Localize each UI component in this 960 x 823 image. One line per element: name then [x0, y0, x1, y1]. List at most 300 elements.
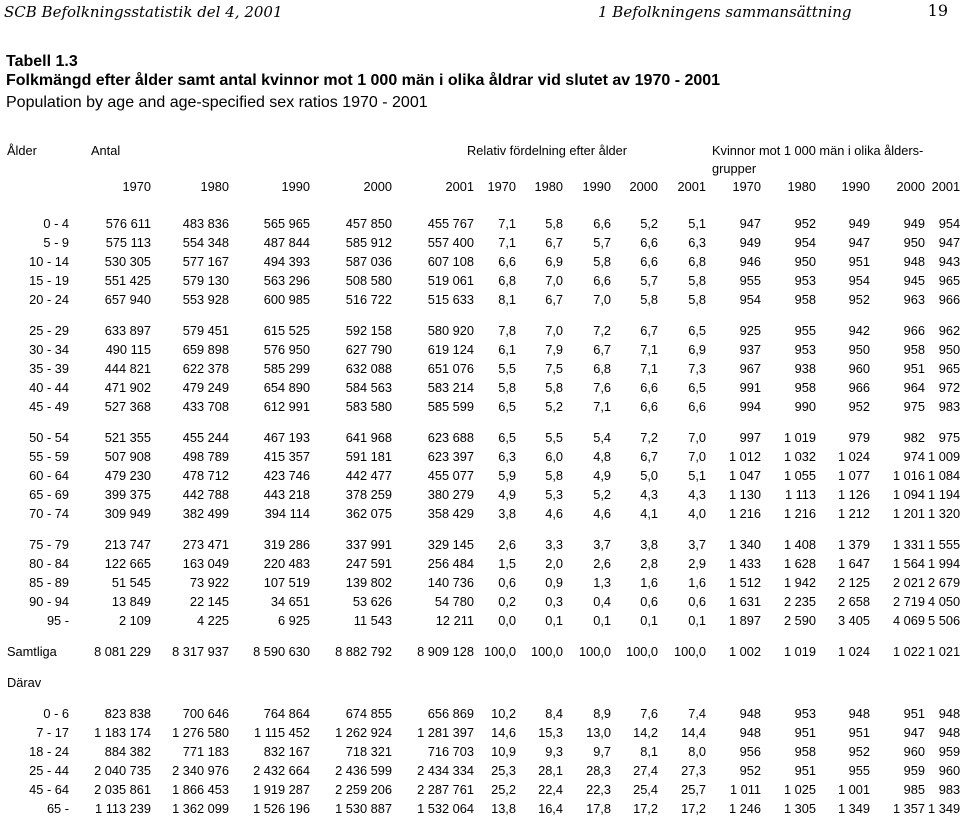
cell-value: 6,8 [593, 361, 611, 376]
cell-value: 641 968 [345, 430, 392, 445]
table-title-english: Population by age and age-specified sex ratios 1970 - 2001 [6, 94, 428, 111]
cell-value: 7,1 [640, 361, 658, 376]
cell-value: 565 965 [263, 216, 310, 231]
cell-value: 6,6 [593, 216, 611, 231]
age-label: 5 - 9 [43, 235, 69, 250]
cell-value: 952 [794, 216, 817, 231]
column-header-antal: Antal [91, 143, 121, 158]
cell-value: 433 708 [182, 399, 229, 414]
table-row [0, 780, 960, 799]
cell-value: 948 [938, 706, 960, 721]
year-header: 2001 [445, 179, 474, 194]
cell-value: 247 591 [345, 556, 392, 571]
spacer-cell [0, 309, 960, 321]
age-label: 18 - 24 [29, 744, 69, 759]
cell-value: 965 [938, 361, 960, 376]
cell-value: 25,4 [633, 782, 658, 797]
cell-value: 10,9 [491, 744, 516, 759]
age-label: 75 - 79 [29, 537, 69, 552]
cell-value: 947 [848, 235, 871, 250]
cell-value: 1 276 580 [172, 725, 229, 740]
age-label: 90 - 94 [29, 594, 69, 609]
cell-value: 362 075 [345, 506, 392, 521]
cell-value: 7,9 [545, 342, 563, 357]
cell-value: 615 525 [263, 323, 310, 338]
cell-value: 7,2 [593, 323, 611, 338]
cell-value: 584 563 [345, 380, 392, 395]
cell-value: 442 477 [345, 468, 392, 483]
cell-value: 6,7 [640, 449, 658, 464]
cell-value: 5,1 [688, 468, 707, 483]
cell-value: 1 021 [928, 644, 960, 659]
spacer-cell [0, 416, 960, 428]
cell-value: 5,4 [593, 430, 611, 445]
cell-value: 943 [938, 254, 960, 269]
cell-value: 937 [739, 342, 762, 357]
cell-value: 1 357 [892, 801, 926, 816]
cell-value: 4 050 [928, 594, 960, 609]
cell-value: 947 [903, 725, 926, 740]
total-row [0, 642, 960, 661]
cell-value: 771 183 [182, 744, 229, 759]
cell-value: 530 305 [104, 254, 151, 269]
cell-value: 3,8 [498, 506, 516, 521]
cell-value: 1,5 [498, 556, 516, 571]
cell-value: 378 259 [345, 487, 392, 502]
cell-value: 576 611 [105, 216, 151, 231]
cell-value: 0,1 [545, 613, 563, 628]
cell-value: 954 [848, 273, 871, 288]
cell-value: 0,1 [688, 613, 707, 628]
cell-value: 952 [739, 763, 762, 778]
cell-value: 2 125 [837, 575, 871, 590]
cell-value: 948 [938, 725, 960, 740]
cell-value: 950 [903, 235, 926, 250]
cell-value: 0,9 [545, 575, 563, 590]
cell-value: 952 [848, 744, 871, 759]
age-label: 60 - 64 [29, 468, 69, 483]
spacer-row [0, 309, 960, 321]
cell-value: 554 348 [182, 235, 229, 250]
cell-value: 6,7 [593, 342, 611, 357]
cell-value: 1 115 452 [254, 725, 310, 740]
cell-value: 965 [938, 273, 960, 288]
cell-value: 8 081 229 [94, 644, 151, 659]
cell-value: 975 [903, 399, 926, 414]
age-label: 15 - 19 [29, 273, 69, 288]
cell-value: 5,1 [688, 216, 707, 231]
cell-value: 73 922 [189, 575, 229, 590]
cell-value: 953 [794, 273, 817, 288]
cell-value: 823 838 [104, 706, 151, 721]
table-row [0, 271, 960, 290]
cell-value: 0,2 [498, 594, 516, 609]
cell-value: 4,6 [545, 506, 563, 521]
cell-value: 600 985 [263, 292, 310, 307]
cell-value: 1 555 [928, 537, 960, 552]
year-header: 2001 [677, 179, 707, 194]
table-row [0, 447, 960, 466]
cell-value: 1 126 [837, 487, 871, 502]
cell-value: 6 925 [277, 613, 310, 628]
cell-value: 28,1 [538, 763, 563, 778]
cell-value: 2 021 [892, 575, 926, 590]
cell-value: 521 355 [104, 430, 151, 445]
cell-value: 7,1 [593, 399, 611, 414]
cell-value: 100,0 [530, 644, 563, 659]
page-number: 19 [927, 1, 948, 20]
cell-value: 959 [903, 763, 926, 778]
cell-value: 16,4 [538, 801, 563, 816]
year-header: 1980 [534, 179, 563, 194]
cell-value: 0,3 [545, 594, 563, 609]
cell-value: 25,7 [681, 782, 707, 797]
cell-value: 455 767 [427, 216, 474, 231]
cell-value: 1 530 887 [335, 801, 392, 816]
cell-value: 2,6 [593, 556, 611, 571]
cell-value: 979 [848, 430, 871, 445]
cell-value: 5,2 [593, 487, 611, 502]
cell-value: 553 928 [182, 292, 229, 307]
cell-value: 337 991 [345, 537, 392, 552]
cell-value: 1 320 [928, 506, 960, 521]
cell-value: 163 049 [182, 556, 229, 571]
cell-value: 515 633 [427, 292, 474, 307]
cell-value: 6,7 [545, 235, 563, 250]
cell-value: 471 902 [104, 380, 151, 395]
cell-value: 1 130 [728, 487, 762, 502]
table-row [0, 428, 960, 447]
cell-value: 612 991 [263, 399, 310, 414]
cell-value: 487 844 [263, 235, 310, 250]
cell-value: 1,6 [688, 575, 707, 590]
cell-value: 27,4 [633, 763, 658, 778]
cell-value: 952 [848, 292, 871, 307]
cell-value: 1,3 [593, 575, 611, 590]
cell-value: 1 016 [892, 468, 926, 483]
cell-value: 1 113 [784, 487, 817, 502]
cell-value: 3,8 [640, 537, 658, 552]
cell-value: 1 532 064 [417, 801, 474, 816]
cell-value: 1 001 [837, 782, 871, 797]
cell-value: 17,8 [586, 801, 611, 816]
cell-value: 5,0 [640, 468, 658, 483]
cell-value: 51 545 [111, 575, 151, 590]
cell-value: 956 [739, 744, 762, 759]
cell-value: 960 [848, 361, 871, 376]
cell-value: 394 114 [264, 506, 310, 521]
cell-value: 444 821 [104, 361, 151, 376]
cell-value: 1 512 [728, 575, 762, 590]
cell-value: 700 646 [182, 706, 229, 721]
cell-value: 12 211 [435, 613, 474, 628]
cell-value: 2 040 735 [94, 763, 151, 778]
cell-value: 1 631 [728, 594, 762, 609]
year-header: 1990 [841, 179, 871, 194]
cell-value: 4,3 [688, 487, 707, 502]
cell-value: 575 113 [105, 235, 151, 250]
cell-value: 4 225 [196, 613, 229, 628]
cell-value: 5,5 [498, 361, 516, 376]
cell-value: 8,1 [498, 292, 516, 307]
cell-value: 8,9 [593, 706, 611, 721]
cell-value: 963 [903, 292, 926, 307]
cell-value: 15,3 [538, 725, 563, 740]
cell-value: 7,0 [688, 449, 707, 464]
cell-value: 954 [739, 292, 762, 307]
cell-value: 9,7 [593, 744, 611, 759]
cell-value: 22 145 [189, 594, 229, 609]
cell-value: 380 279 [427, 487, 474, 502]
cell-value: 991 [739, 380, 762, 395]
cell-value: 6,6 [640, 399, 658, 414]
cell-value: 382 499 [182, 506, 229, 521]
cell-value: 633 897 [104, 323, 151, 338]
cell-value: 5 506 [928, 613, 960, 628]
cell-value: 423 746 [263, 468, 310, 483]
cell-value: 958 [794, 292, 817, 307]
cell-value: 5,2 [640, 216, 658, 231]
cell-value: 13 849 [111, 594, 151, 609]
cell-value: 100,0 [578, 644, 611, 659]
cell-value: 13,8 [491, 801, 516, 816]
table-row [0, 321, 960, 340]
header-spacer [0, 160, 706, 178]
cell-value: 1 408 [783, 537, 817, 552]
cell-value: 5,8 [593, 254, 611, 269]
cell-value: 592 158 [345, 323, 392, 338]
cell-value: 5,8 [498, 380, 516, 395]
cell-value: 7,1 [640, 342, 658, 357]
cell-value: 1 077 [837, 468, 871, 483]
cell-value: 949 [903, 216, 926, 231]
year-header: 1970 [732, 179, 762, 194]
cell-value: 5,8 [688, 292, 707, 307]
cell-value: 1 025 [783, 782, 817, 797]
cell-value: 994 [739, 399, 762, 414]
cell-value: 14,6 [491, 725, 516, 740]
cell-value: 2 436 599 [335, 763, 392, 778]
cell-value: 7,0 [545, 273, 563, 288]
spacer-row [0, 416, 960, 428]
cell-value: 938 [794, 361, 817, 376]
column-header-sex-ratio-cont: grupper [712, 161, 757, 176]
cell-value: 5,8 [545, 216, 563, 231]
cell-value: 7,8 [498, 323, 516, 338]
cell-value: 6,8 [688, 254, 707, 269]
spacer-row [0, 661, 960, 673]
cell-value: 1 305 [783, 801, 817, 816]
table-row [0, 504, 960, 523]
cell-value: 1 362 099 [172, 801, 229, 816]
cell-value: 619 124 [427, 342, 474, 357]
cell-value: 399 375 [104, 487, 151, 502]
cell-value: 585 299 [263, 361, 310, 376]
cell-value: 2 658 [837, 594, 871, 609]
table-row [0, 290, 960, 309]
cell-value: 591 181 [345, 449, 392, 464]
cell-value: 516 722 [345, 292, 392, 307]
cell-value: 54 780 [434, 594, 474, 609]
cell-value: 25,3 [491, 763, 516, 778]
spacer-row [0, 692, 960, 704]
cell-value: 17,2 [681, 801, 707, 816]
cell-value: 972 [938, 380, 960, 395]
cell-value: 1 897 [728, 613, 762, 628]
cell-value: 1 262 924 [335, 725, 392, 740]
cell-value: 508 580 [345, 273, 392, 288]
cell-value: 1 212 [837, 506, 871, 521]
cell-value: 8,0 [688, 744, 707, 759]
cell-value: 7,0 [688, 430, 707, 445]
year-header: 2000 [363, 179, 392, 194]
header-row [0, 160, 960, 178]
cell-value: 0,6 [688, 594, 707, 609]
cell-value: 6,7 [545, 292, 563, 307]
cell-value: 1 024 [837, 644, 871, 659]
cell-value: 925 [739, 323, 762, 338]
table-row [0, 214, 960, 233]
age-label: 0 - 4 [43, 216, 69, 231]
cell-value: 100,0 [673, 644, 707, 659]
spacer-cell [0, 196, 960, 214]
cell-value: 9,3 [545, 744, 563, 759]
cell-value: 951 [903, 706, 926, 721]
year-header: 1980 [787, 179, 817, 194]
age-label: 25 - 44 [29, 763, 69, 778]
table-row [0, 704, 960, 723]
darav-label: Därav [7, 675, 42, 690]
age-label: 20 - 24 [29, 292, 69, 307]
cell-value: 1 024 [837, 449, 871, 464]
age-label: 45 - 64 [29, 782, 69, 797]
cell-value: 4,6 [593, 506, 611, 521]
cell-value: 6,6 [688, 399, 707, 414]
cell-value: 319 286 [263, 537, 310, 552]
table-row [0, 485, 960, 504]
table-row [0, 359, 960, 378]
cell-value: 442 788 [182, 487, 229, 502]
cell-value: 950 [938, 342, 960, 357]
cell-value: 2,0 [545, 556, 563, 571]
cell-value: 1 011 [729, 782, 762, 797]
table-row [0, 466, 960, 485]
cell-value: 884 382 [104, 744, 151, 759]
cell-value: 6,8 [498, 273, 516, 288]
cell-value: 953 [794, 342, 817, 357]
cell-value: 5,7 [640, 273, 658, 288]
table-title-swedish: Folkmängd efter ålder samt antal kvinnor mot 1 000 män i olika åldrar vid slutet av 1970 - 2001 [6, 72, 721, 89]
cell-value: 985 [903, 782, 926, 797]
cell-value: 22,4 [538, 782, 563, 797]
cell-value: 627 790 [345, 342, 392, 357]
column-header-sex-ratio: Kvinnor mot 1 000 män i olika ålders- [712, 143, 924, 158]
table-number: Tabell 1.3 [6, 53, 78, 70]
cell-value: 140 736 [427, 575, 474, 590]
cell-value: 8 882 792 [335, 644, 392, 659]
cell-value: 4,0 [688, 506, 707, 521]
cell-value: 966 [848, 380, 871, 395]
cell-value: 358 429 [427, 506, 474, 521]
cell-value: 1 433 [728, 556, 762, 571]
cell-value: 17,2 [633, 801, 658, 816]
cell-value: 7,3 [688, 361, 707, 376]
cell-value: 3 405 [837, 613, 871, 628]
cell-value: 983 [938, 399, 960, 414]
cell-value: 498 789 [182, 449, 229, 464]
cell-value: 0,1 [640, 613, 658, 628]
cell-value: 1 216 [783, 506, 817, 521]
cell-value: 467 193 [263, 430, 310, 445]
age-label: 70 - 74 [29, 506, 69, 521]
cell-value: 953 [794, 706, 817, 721]
cell-value: 958 [794, 744, 817, 759]
total-label: Samtliga [7, 644, 57, 659]
cell-value: 2 235 [783, 594, 817, 609]
age-label: 50 - 54 [29, 430, 69, 445]
cell-value: 3,7 [593, 537, 611, 552]
cell-value: 990 [794, 399, 817, 414]
cell-value: 947 [938, 235, 960, 250]
cell-value: 948 [848, 706, 871, 721]
table-row [0, 723, 960, 742]
age-label: 30 - 34 [29, 342, 69, 357]
cell-value: 551 425 [104, 273, 151, 288]
cell-value: 0,6 [498, 575, 516, 590]
cell-value: 0,6 [640, 594, 658, 609]
year-header: 2000 [896, 179, 926, 194]
cell-value: 1 022 [892, 644, 926, 659]
cell-value: 2,8 [640, 556, 658, 571]
cell-value: 5,8 [640, 292, 658, 307]
cell-value: 1 628 [783, 556, 817, 571]
cell-value: 213 747 [104, 537, 151, 552]
table-row [0, 340, 960, 359]
spacer-cell [0, 692, 960, 704]
age-label: 10 - 14 [29, 254, 69, 269]
age-label: 45 - 49 [29, 399, 69, 414]
cell-value: 100,0 [625, 644, 658, 659]
cell-value: 479 230 [104, 468, 151, 483]
cell-value: 1 340 [728, 537, 762, 552]
age-label: 65 - 69 [29, 487, 69, 502]
spacer-row [0, 630, 960, 642]
cell-value: 623 397 [427, 449, 474, 464]
cell-value: 958 [903, 342, 926, 357]
statistics-table [0, 142, 960, 818]
cell-value: 0,1 [593, 613, 611, 628]
cell-value: 5,9 [498, 468, 516, 483]
cell-value: 6,5 [498, 399, 516, 414]
year-header: 1990 [582, 179, 611, 194]
cell-value: 5,3 [545, 487, 563, 502]
cell-value: 25,2 [491, 782, 516, 797]
cell-value: 478 712 [182, 468, 229, 483]
header-row [0, 142, 960, 160]
cell-value: 954 [794, 235, 817, 250]
cell-value: 6,6 [640, 254, 658, 269]
cell-value: 982 [903, 430, 926, 445]
cell-value: 577 167 [182, 254, 229, 269]
cell-value: 7,2 [640, 430, 658, 445]
cell-value: 7,5 [545, 361, 563, 376]
cell-value: 7,1 [498, 216, 516, 231]
cell-value: 6,1 [498, 342, 516, 357]
cell-value: 1 055 [783, 468, 817, 483]
cell-value: 951 [794, 763, 817, 778]
cell-value: 8 317 937 [172, 644, 229, 659]
cell-value: 951 [903, 361, 926, 376]
